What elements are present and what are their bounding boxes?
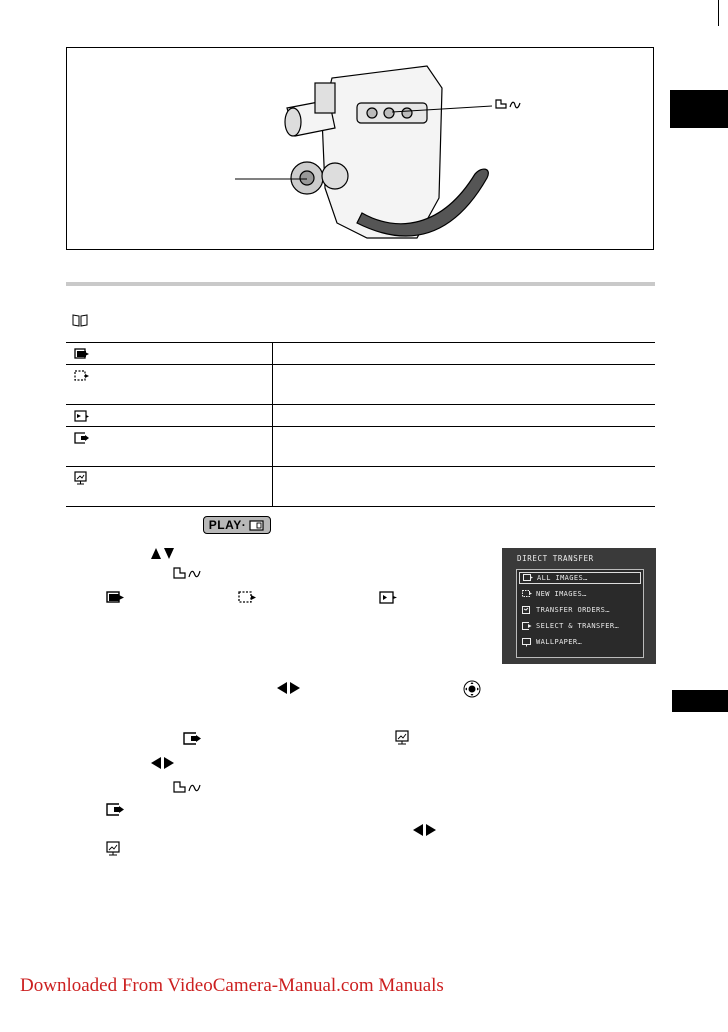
lcd-menu-item-all-images[interactable]: [519, 572, 641, 584]
play-mode-badge: [203, 516, 271, 534]
set-button-icon: [463, 680, 481, 698]
all-images-icon: [74, 348, 90, 360]
camcorder-illustration: [67, 48, 655, 251]
transfer-orders-icon: [74, 410, 90, 422]
select-transfer-icon: [183, 732, 203, 746]
mode-cell: [66, 467, 273, 507]
select-transfer-icon: [106, 803, 126, 817]
camcorder-figure: [66, 47, 654, 250]
mode-cell: [66, 365, 273, 405]
transfer-mode-table: [66, 342, 655, 507]
up-down-arrows-icon: [150, 546, 176, 560]
mode-cell: [66, 405, 273, 427]
mode-description: [273, 365, 656, 405]
all-images-icon: [523, 574, 533, 582]
mode-description: [273, 467, 656, 507]
new-images-icon: [522, 590, 532, 598]
transfer-orders-icon: [379, 591, 399, 605]
table-row: [66, 365, 655, 405]
mode-description: [273, 405, 656, 427]
card-icon: [249, 520, 265, 531]
left-right-arrows-icon: [412, 823, 438, 837]
table-row: [66, 427, 655, 467]
lcd-menu-item-label: TRANSFER ORDERS…: [536, 606, 610, 614]
lcd-menu-item-label: WALLPAPER…: [536, 638, 583, 646]
mode-description: [273, 427, 656, 467]
lcd-menu-item-new-images[interactable]: [519, 588, 641, 600]
new-images-icon: [74, 370, 90, 382]
left-right-arrows-icon: [276, 681, 302, 695]
lcd-menu-item-label: NEW IMAGES…: [536, 590, 587, 598]
lcd-menu-item-label: ALL IMAGES…: [537, 574, 588, 582]
print-share-icon: [172, 566, 208, 582]
print-share-icon: [496, 100, 520, 108]
lcd-menu-title: DIRECT TRANSFER: [517, 554, 594, 563]
footer-download-link[interactable]: Downloaded From VideoCamera-Manual.com Manuals: [20, 975, 444, 996]
select-transfer-icon: [74, 432, 90, 444]
wallpaper-icon: [395, 730, 411, 746]
mode-cell: [66, 427, 273, 467]
mode-cell: [66, 343, 273, 365]
page-edge-rule: [718, 0, 719, 26]
left-right-arrows-icon: [150, 756, 176, 770]
lcd-screen: [502, 548, 656, 664]
table-row: [66, 405, 655, 427]
lcd-menu-item-transfer-orders[interactable]: [519, 604, 641, 616]
lcd-menu-item-wallpaper[interactable]: [519, 636, 641, 648]
section-tab-lower: [672, 690, 728, 712]
all-images-icon: [106, 591, 126, 605]
lcd-menu-item-label: SELECT & TRANSFER…: [536, 622, 620, 630]
transfer-orders-icon: [522, 606, 532, 614]
wallpaper-icon: [74, 471, 88, 485]
wallpaper-icon: [522, 638, 532, 647]
new-images-icon: [238, 591, 258, 605]
wallpaper-icon: [106, 841, 122, 857]
mode-description: [273, 343, 656, 365]
section-divider: [66, 282, 655, 286]
lcd-menu-list: [516, 569, 644, 658]
play-badge-text: PLAY·: [208, 518, 247, 532]
select-transfer-icon: [522, 622, 532, 630]
lcd-menu-item-select-transfer[interactable]: [519, 620, 641, 632]
book-reference-icon: [72, 313, 88, 327]
table-row: [66, 467, 655, 507]
table-row: [66, 343, 655, 365]
section-tab: [670, 90, 728, 128]
print-share-icon: [172, 780, 208, 796]
